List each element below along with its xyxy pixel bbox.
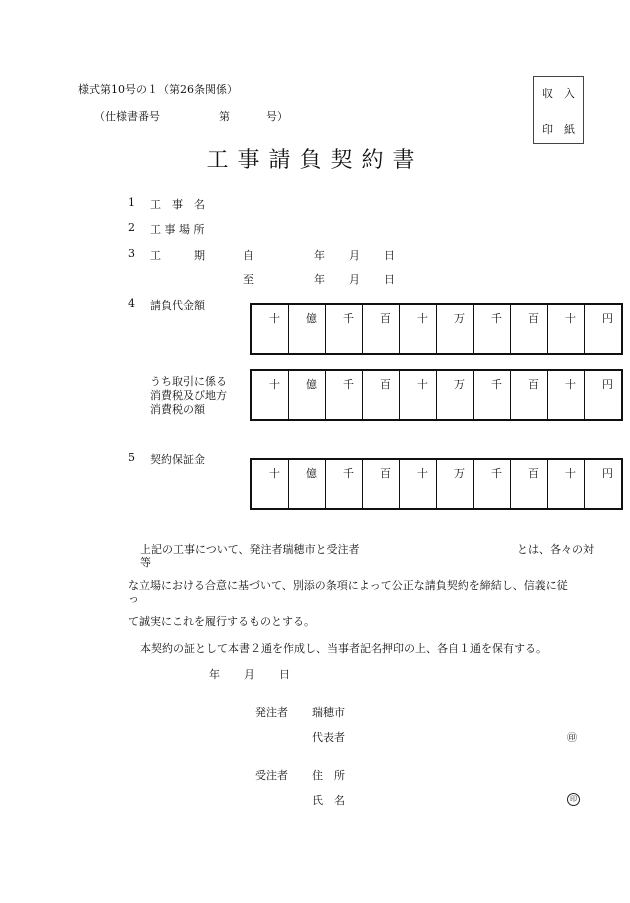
guarantee-amount-table (250, 458, 623, 510)
item5-number: 5 (128, 451, 135, 464)
orderer-label: 発注者 (255, 706, 288, 719)
contract-date-day: 日 (279, 668, 290, 681)
unit-label: 千 (343, 378, 354, 391)
tax-amount-table (250, 369, 623, 421)
item4-label: 請負代金額 (150, 299, 205, 312)
body-paragraph1-a: 上記の工事について、発注者瑞穂市と受注者 (140, 543, 360, 556)
amount-cell[interactable] (289, 459, 326, 509)
unit-label: 万 (454, 378, 465, 391)
unit-label: 千 (343, 467, 354, 480)
item3-label: 工 期 (150, 249, 205, 262)
unit-label: 十 (269, 467, 280, 480)
official-seal-icon: ㊞ (567, 733, 577, 744)
unit-label: 億 (306, 312, 317, 325)
unit-label: 十 (565, 467, 576, 480)
body-paragraph2-b: っ (128, 592, 139, 605)
period-to: 至 (243, 273, 254, 286)
stamp-char-3: 印 (542, 123, 553, 136)
period-from-day: 日 (384, 249, 395, 262)
amount-cell[interactable] (363, 459, 400, 509)
unit-label: 十 (417, 378, 428, 391)
unit-label: 千 (491, 467, 502, 480)
amount-cell[interactable] (289, 370, 326, 420)
tax-label-line2: 消費税及び地方 (150, 389, 227, 402)
unit-label: 十 (269, 312, 280, 325)
item5-label: 契約保証金 (150, 453, 205, 466)
unit-label: 百 (528, 378, 539, 391)
unit-label: 百 (380, 378, 391, 391)
unit-label: 千 (491, 312, 502, 325)
amount-cell[interactable] (585, 370, 623, 420)
item3-number: 3 (128, 247, 135, 260)
contract-amount-table (250, 303, 623, 355)
body-paragraph3: て誠実にこれを履行するものとする。 (128, 615, 315, 628)
body-paragraph1-b: とは、各々の対 (517, 543, 594, 556)
unit-label: 百 (528, 467, 539, 480)
unit-label: 億 (306, 378, 317, 391)
amount-cell[interactable] (548, 459, 585, 509)
revenue-stamp-box (533, 76, 584, 144)
seal-circle: 印 (567, 793, 580, 806)
body-paragraph1-c: 等 (140, 556, 151, 569)
amount-cell[interactable] (251, 370, 289, 420)
amount-cell[interactable] (548, 304, 585, 354)
amount-cell[interactable] (437, 459, 474, 509)
unit-label: 万 (454, 312, 465, 325)
amount-cell[interactable] (251, 304, 289, 354)
item1-label: 工 事 名 (150, 198, 205, 211)
representative-label: 代表者 (312, 731, 345, 744)
unit-label: 百 (528, 312, 539, 325)
address-label: 住 所 (312, 769, 345, 782)
amount-cell[interactable] (511, 370, 548, 420)
guarantee-amount-row (251, 459, 622, 509)
item2-number: 2 (128, 221, 135, 234)
amount-cell[interactable] (511, 304, 548, 354)
tax-label-line3: 消費税の額 (150, 403, 205, 416)
stamp-char-2: 入 (564, 87, 575, 100)
amount-cell[interactable] (289, 304, 326, 354)
amount-cell[interactable] (363, 304, 400, 354)
spec-number-go: 号） (266, 110, 288, 123)
body-paragraph2-a: な立場における合意に基づいて、別添の条項によって公正な請負契約を締結し、信義に従 (128, 579, 568, 592)
stamp-char-1: 収 (542, 87, 553, 100)
amount-cell[interactable] (400, 459, 437, 509)
form-number: 様式第10号の１（第26条関係） (78, 83, 238, 96)
amount-cell[interactable] (474, 304, 511, 354)
amount-cell[interactable] (326, 370, 363, 420)
amount-cell[interactable] (326, 304, 363, 354)
item4-number: 4 (128, 297, 135, 310)
orderer-name: 瑞穂市 (312, 706, 345, 719)
amount-cell[interactable] (585, 459, 623, 509)
contract-date-month: 月 (244, 668, 255, 681)
personal-seal-icon (567, 791, 580, 806)
unit-label: 百 (380, 467, 391, 480)
amount-cell[interactable] (474, 459, 511, 509)
spec-number-dai: 第 (219, 110, 230, 123)
period-to-year: 年 (314, 273, 325, 286)
amount-cell[interactable] (400, 370, 437, 420)
document-title: 工事請負契約書 (206, 148, 424, 173)
amount-cell[interactable] (548, 370, 585, 420)
period-from-year: 年 (314, 249, 325, 262)
amount-cell[interactable] (251, 459, 289, 509)
amount-cell[interactable] (474, 370, 511, 420)
unit-label: 百 (380, 312, 391, 325)
period-from-month: 月 (349, 249, 360, 262)
contract-amount-row (251, 304, 622, 354)
amount-cell[interactable] (363, 370, 400, 420)
spec-number-label: （仕様書番号 (94, 110, 160, 123)
unit-label: 十 (565, 312, 576, 325)
unit-label: 千 (343, 312, 354, 325)
tax-label-line1: うち取引に係る (150, 375, 227, 388)
unit-label: 億 (306, 467, 317, 480)
unit-label: 円 (602, 378, 613, 391)
stamp-char-4: 紙 (564, 123, 575, 136)
contract-date-year: 年 (209, 668, 220, 681)
tax-amount-row (251, 370, 622, 420)
unit-label: 十 (565, 378, 576, 391)
amount-cell[interactable] (400, 304, 437, 354)
unit-label: 十 (417, 467, 428, 480)
amount-cell[interactable] (511, 459, 548, 509)
amount-cell[interactable] (437, 370, 474, 420)
body-paragraph4: 本契約の証として本書２通を作成し、当事者記名押印の上、各自１通を保有する。 (140, 642, 547, 655)
period-to-month: 月 (349, 273, 360, 286)
item1-number: 1 (128, 196, 135, 209)
period-from: 自 (243, 249, 254, 262)
name-label: 氏 名 (312, 794, 345, 807)
item2-label: 工 事 場 所 (150, 223, 205, 236)
contractor-label: 受注者 (255, 769, 288, 782)
unit-label: 円 (602, 467, 613, 480)
unit-label: 十 (269, 378, 280, 391)
amount-cell[interactable] (437, 304, 474, 354)
unit-label: 千 (491, 378, 502, 391)
unit-label: 万 (454, 467, 465, 480)
amount-cell[interactable] (585, 304, 623, 354)
amount-cell[interactable] (326, 459, 363, 509)
unit-label: 円 (602, 312, 613, 325)
unit-label: 十 (417, 312, 428, 325)
period-to-day: 日 (384, 273, 395, 286)
